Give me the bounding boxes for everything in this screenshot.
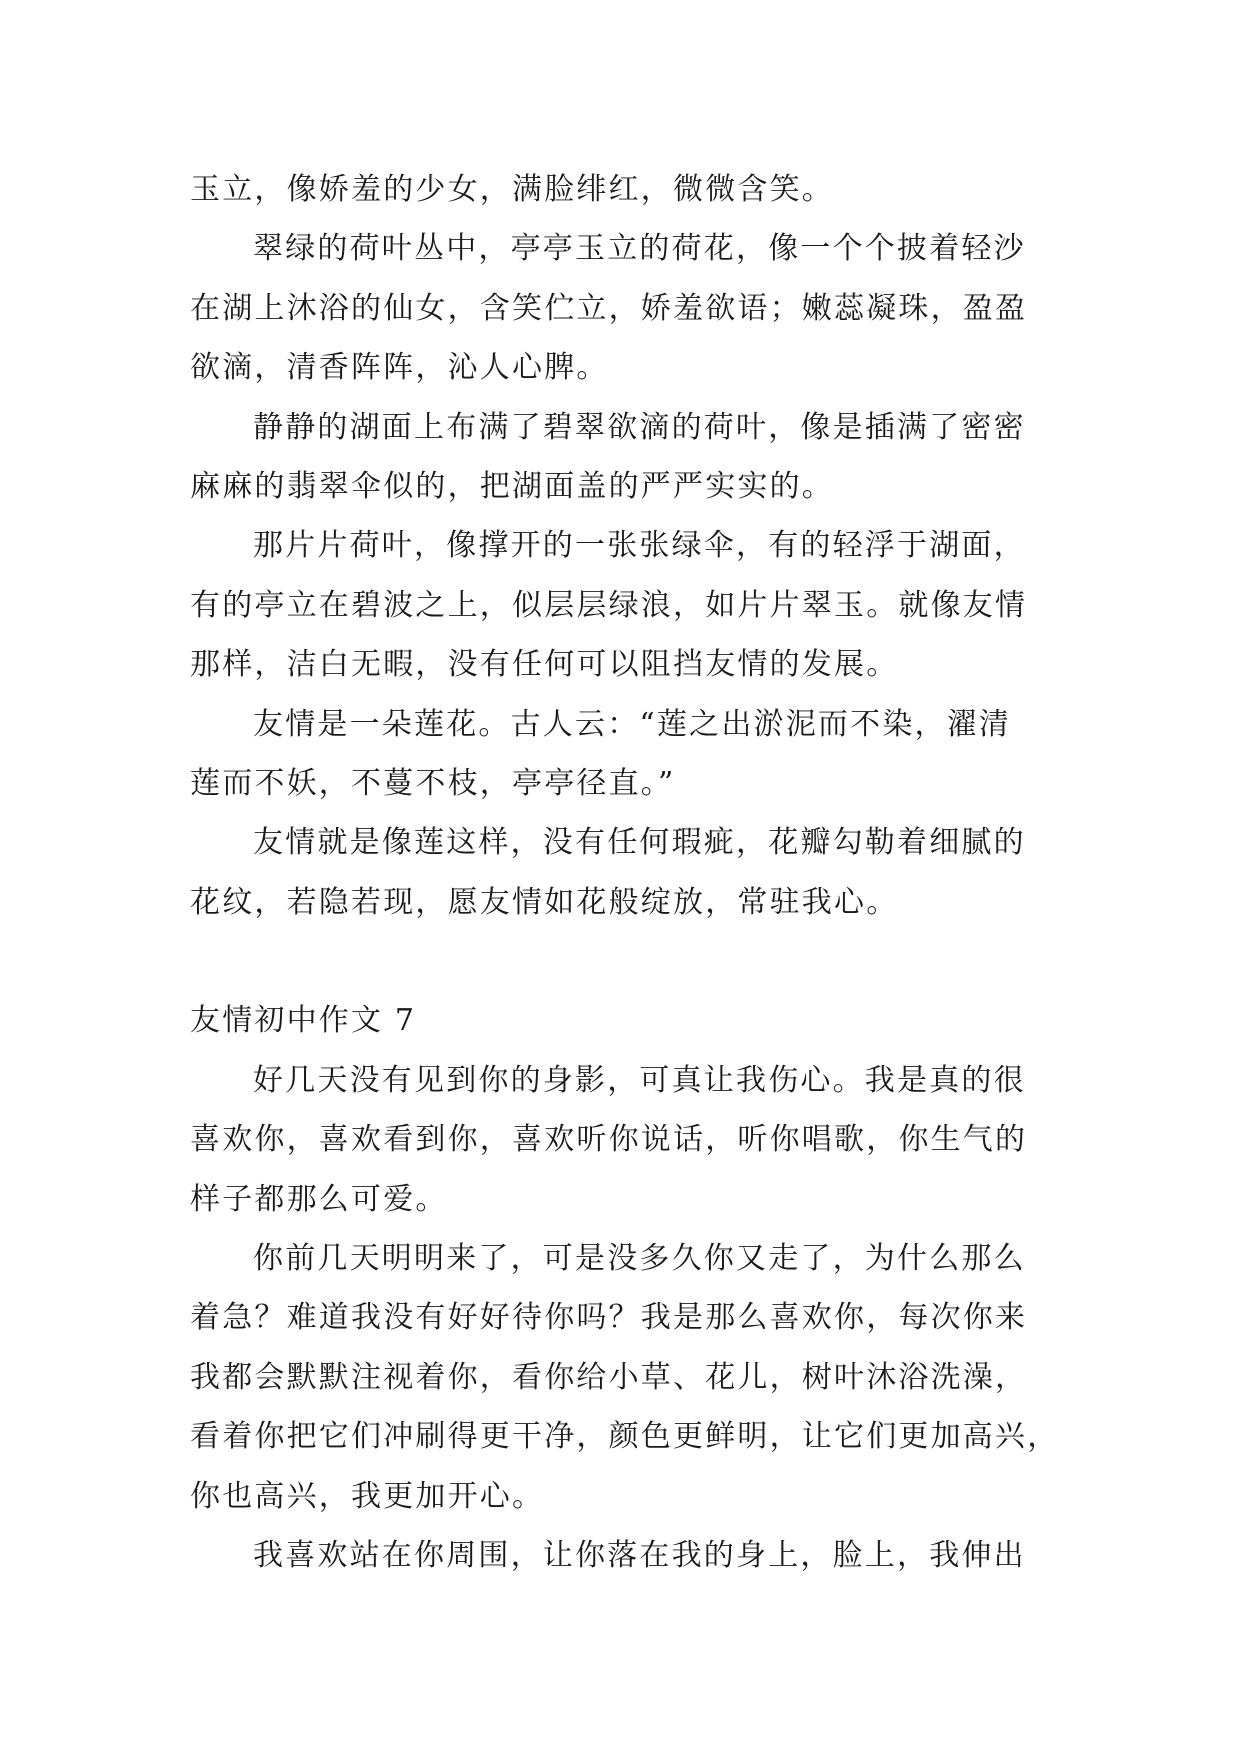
paragraph-line: 好几天没有见到你的身影，可真让我伤心。我是真的很 (253, 1062, 1026, 1098)
document-body (190, 160, 1060, 1585)
paragraph-line: 玉立，像娇羞的少女，满脸绯红，微微含笑。 (190, 172, 834, 207)
paragraph-line: 看着你把它们冲刷得更干净，颜色更鲜明，让它们更加高兴， (190, 1419, 1060, 1455)
paragraph-line: 在湖上沐浴的仙女，含笑伫立，娇羞欲语；嫩蕊凝珠，盈盈 (190, 290, 1028, 326)
paragraph-line: 着急？难道我没有好好待你吗？我是那么喜欢你，每次你来 (190, 1300, 1028, 1336)
paragraph-line: 样子都那么可爱。 (190, 1181, 448, 1217)
paragraph-line: 友情就是像莲这样，没有任何瑕疵，花瓣勾勒着细腻的 (253, 825, 1026, 861)
paragraph-line: 那样，洁白无暇，没有任何可以阻挡友情的发展。 (190, 647, 899, 683)
paragraph-line: 喜欢你，喜欢看到你，喜欢听你说话，听你唱歌，你生气的 (190, 1122, 1028, 1158)
section-heading: 友情初中作文 7 (190, 1003, 417, 1039)
paragraph-line: 翠绿的荷叶丛中，亭亭玉立的荷花，像一个个披着轻沙 (253, 231, 1026, 267)
paragraph-line: 友情是一朵莲花。古人云：“莲之出淤泥而不染，濯清 (253, 706, 1012, 742)
paragraph-line: 我都会默默注视着你，看你给小草、花儿，树叶沐浴洗澡， (190, 1359, 1028, 1395)
paragraph-line: 你前几天明明来了，可是没多久你又走了，为什么那么 (253, 1241, 1026, 1277)
paragraph-line: 静静的湖面上布满了碧翠欲滴的荷叶，像是插满了密密 (253, 409, 1026, 445)
paragraph-line: 花纹，若隐若现，愿友情如花般绽放，常驻我心。 (190, 884, 899, 920)
paragraph-line: 莲而不妖，不蔓不枝，亭亭径直。” (190, 765, 676, 801)
paragraph-line: 你也高兴，我更加开心。 (190, 1478, 545, 1514)
paragraph-line: 欲滴，清香阵阵，沁人心脾。 (190, 350, 609, 386)
paragraph-line: 有的亭立在碧波之上，似层层绿浪，如片片翠玉。就像友情 (190, 587, 1028, 623)
paragraph-line: 我喜欢站在你周围，让你落在我的身上，脸上，我伸出 (253, 1537, 1026, 1573)
paragraph-line: 麻麻的翡翠伞似的，把湖面盖的严严实实的。 (190, 468, 834, 504)
blank-line (190, 932, 1060, 991)
paragraph-line: 那片片荷叶，像撑开的一张张绿伞，有的轻浮于湖面， (253, 528, 1026, 564)
